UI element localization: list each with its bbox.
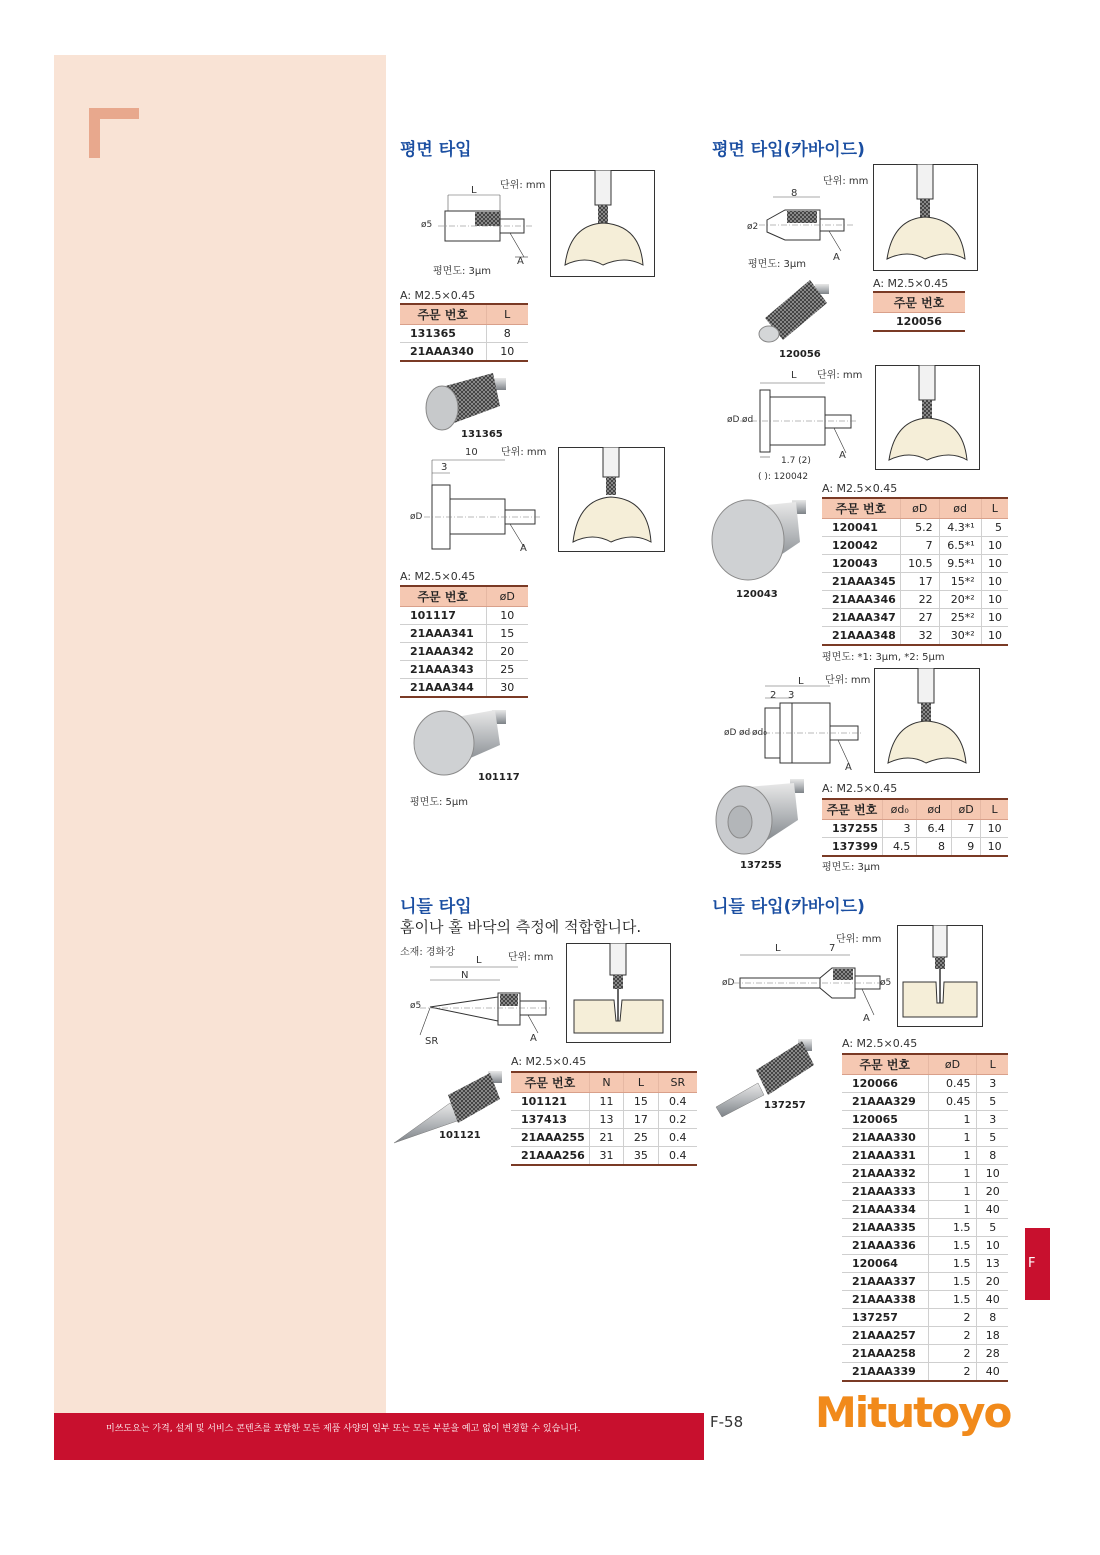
photo-caption: 137255 [740, 860, 782, 871]
table-row: 21AAA340 10 [400, 343, 528, 361]
brand-logo: Mitutoyo [815, 1388, 1011, 1437]
photo-caption: 120043 [736, 589, 778, 600]
flatness-label: 평면도: 5μm [410, 797, 468, 808]
unit-label: 단위: mm [836, 934, 882, 945]
dim-d: øD [410, 512, 423, 522]
col-code: 주문 번호 [400, 304, 486, 325]
table-row: 21AAA256 31 35 0.4 [511, 1147, 697, 1165]
dim-a: A [839, 450, 846, 461]
table-row: 21AAA335 1.5 5 [842, 1219, 1008, 1237]
dim-l: L [775, 943, 781, 954]
dim-phi5: ø5 [880, 978, 892, 988]
needle-type-title: 니들 타입 [400, 897, 472, 917]
flatness-label: 평면도: *1: 3μm, *2: 5μm [822, 652, 945, 663]
table-row: 21AAA329 0.45 5 [842, 1093, 1008, 1111]
flatness-label: 평면도: 3μm [433, 266, 491, 277]
col-d: øD [928, 1054, 977, 1075]
dim-8: 8 [791, 188, 798, 199]
table-row: 21AAA343 25 [400, 661, 528, 679]
needle-carbide-diagram [730, 940, 895, 1030]
unit-label: 단위: mm [817, 370, 863, 381]
dim-d-small: ød [739, 728, 751, 738]
dim-phi2: ø2 [747, 222, 759, 232]
contact-illustration [558, 447, 665, 552]
dim-n: N [461, 970, 469, 981]
flat-carbide-table-b [822, 497, 1008, 646]
dim-a: A [520, 543, 527, 554]
product-photo [712, 775, 807, 860]
flat-table-a [400, 303, 528, 362]
col-l: L [977, 1054, 1008, 1075]
table-row: 21AAA255 21 25 0.4 [511, 1129, 697, 1147]
table-row: 137413 13 17 0.2 [511, 1111, 697, 1129]
table-row: 21AAA258 2 28 [842, 1345, 1008, 1363]
col-l: L [486, 304, 528, 325]
col-code: 주문 번호 [400, 586, 486, 607]
photo-caption: 137257 [764, 1100, 806, 1111]
dim-d-small: ød [742, 415, 754, 425]
needle-description: 홈이나 홀 바닥의 측정에 적합합니다. [400, 918, 642, 936]
thread-label: A: M2.5×0.45 [822, 782, 898, 795]
col-d: øD [486, 586, 528, 607]
dim-phi5: ø5 [410, 1001, 422, 1011]
needle-carbide-table [842, 1053, 1008, 1382]
product-photo [755, 278, 835, 348]
table-row: 120042 7 6.5*¹ 10 [822, 537, 1008, 555]
flat-carbide-diagram-a [745, 185, 870, 255]
flat-diagram-b [410, 455, 545, 555]
footer-bar [54, 1413, 704, 1460]
col-code: 주문 번호 [822, 799, 882, 820]
needle-carbide-title: 니들 타입(카바이드) [712, 897, 865, 917]
contact-illustration [897, 925, 983, 1027]
table-row: 120043 10.5 9.5*¹ 10 [822, 555, 1008, 573]
dim-d0: ød₀ [752, 728, 767, 738]
dim-d: øD [722, 978, 735, 988]
table-row: 21AAA338 1.5 40 [842, 1291, 1008, 1309]
col-l: L [624, 1072, 658, 1093]
table-row: 21AAA336 1.5 10 [842, 1237, 1008, 1255]
dim-l: L [471, 185, 477, 196]
thread-label: A: M2.5×0.45 [511, 1055, 587, 1068]
contact-illustration [873, 164, 978, 271]
dim-a: A [833, 252, 840, 263]
dim-a: A [863, 1013, 870, 1024]
photo-caption: 101117 [478, 772, 520, 783]
table-row: 120056 [873, 313, 965, 331]
dim-17: 1.7 (2) [781, 456, 811, 466]
photo-caption: 101121 [439, 1130, 481, 1141]
product-photo [708, 492, 808, 587]
page-number: F-58 [710, 1413, 744, 1431]
dim-3: 3 [788, 690, 795, 701]
sidebar-band [54, 55, 386, 1415]
flat-table-b [400, 585, 528, 698]
col-d: øD [951, 799, 980, 820]
contact-illustration [566, 943, 671, 1043]
table-row: 101121 11 15 0.4 [511, 1093, 697, 1111]
material-label: 소재: 경화강 [400, 947, 455, 958]
table-row: 21AAA257 2 18 [842, 1327, 1008, 1345]
table-row: 21AAA341 15 [400, 625, 528, 643]
table-row: 21AAA344 30 [400, 679, 528, 697]
flat-carbide-table-a [873, 291, 965, 332]
col-d-small: ød [939, 498, 981, 519]
col-code: 주문 번호 [842, 1054, 928, 1075]
col-code: 주문 번호 [822, 498, 900, 519]
table-row: 21AAA333 1 20 [842, 1183, 1008, 1201]
needle-table [511, 1071, 697, 1166]
col-l: L [981, 799, 1008, 820]
col-d: øD [900, 498, 939, 519]
col-d-small: ød [917, 799, 952, 820]
table-row: 21AAA332 1 10 [842, 1165, 1008, 1183]
dim-3: 3 [441, 462, 448, 473]
table-row: 120041 5.2 4.3*¹ 5 [822, 519, 1008, 537]
contact-illustration [550, 170, 655, 277]
dim-d: øD [727, 415, 740, 425]
dim-10: 10 [465, 447, 478, 458]
thread-label: A: M2.5×0.45 [400, 289, 476, 302]
dim-a: A [845, 762, 852, 773]
table-row: 21AAA337 1.5 20 [842, 1273, 1008, 1291]
dim-a: A [530, 1033, 537, 1044]
dim-d: øD [724, 728, 737, 738]
dim-l: L [791, 370, 797, 381]
flat-carbide-diagram-c [730, 678, 865, 773]
dim-7: 7 [829, 943, 836, 954]
col-d0: ød₀ [882, 799, 917, 820]
dim-sr: SR [425, 1036, 439, 1047]
col-code: 주문 번호 [873, 292, 965, 313]
contact-illustration [874, 668, 980, 773]
dim-2: 2 [770, 690, 777, 701]
contact-illustration [875, 365, 980, 470]
unit-label: 단위: mm [823, 176, 869, 187]
thread-label: A: M2.5×0.45 [822, 482, 898, 495]
table-row: 21AAA331 1 8 [842, 1147, 1008, 1165]
dim-phi5: ø5 [421, 220, 433, 230]
photo-caption: 131365 [461, 429, 503, 440]
flat-type-title: 평면 타입 [400, 140, 472, 160]
table-row: 21AAA346 22 20*² 10 [822, 591, 1008, 609]
table-row: 137257 2 8 [842, 1309, 1008, 1327]
flat-carbide-title: 평면 타입(카바이드) [712, 140, 865, 160]
table-row: 21AAA339 2 40 [842, 1363, 1008, 1381]
table-row: 101117 10 [400, 607, 528, 625]
flatness-label: 평면도: 3μm [748, 259, 806, 270]
table-row: 137399 4.5 8 9 10 [822, 838, 1008, 856]
corner-mark [89, 108, 139, 158]
table-row: 21AAA348 32 30*² 10 [822, 627, 1008, 645]
table-row: 131365 8 [400, 325, 528, 343]
footer-notice: 미쓰도요는 가격, 설계 및 서비스 콘텐츠를 포함한 모든 제품 사양의 일부 또는 모든 부분을 예고 없이 변경할 수 있습니다. [106, 1424, 581, 1434]
table-row: 120065 1 3 [842, 1111, 1008, 1129]
unit-label: 단위: mm [500, 180, 546, 191]
dim-l: L [476, 955, 482, 966]
section-tab: F [1025, 1228, 1050, 1300]
dim-l: L [798, 676, 804, 687]
table-row: 21AAA345 17 15*² 10 [822, 573, 1008, 591]
col-sr: SR [658, 1072, 697, 1093]
table-row: 21AAA330 1 5 [842, 1129, 1008, 1147]
unit-label: 단위: mm [501, 447, 547, 458]
dim-paren: ( ): 120042 [758, 472, 809, 482]
table-row: 21AAA334 1 40 [842, 1201, 1008, 1219]
col-code: 주문 번호 [511, 1072, 589, 1093]
col-n: N [589, 1072, 623, 1093]
table-row: 120064 1.5 13 [842, 1255, 1008, 1273]
table-row: 137255 3 6.4 7 10 [822, 820, 1008, 838]
flatness-label: 평면도: 3μm [822, 862, 880, 873]
product-photo [418, 368, 508, 438]
thread-label: A: M2.5×0.45 [873, 277, 949, 290]
unit-label: 단위: mm [508, 952, 554, 963]
unit-label: 단위: mm [825, 675, 871, 686]
col-l: L [981, 498, 1008, 519]
thread-label: A: M2.5×0.45 [842, 1037, 918, 1050]
table-row: 21AAA342 20 [400, 643, 528, 661]
photo-caption: 120056 [779, 349, 821, 360]
table-row: 21AAA347 27 25*² 10 [822, 609, 1008, 627]
flat-carbide-table-c [822, 798, 1008, 857]
thread-label: A: M2.5×0.45 [400, 570, 476, 583]
table-row: 120066 0.45 3 [842, 1075, 1008, 1093]
dim-a: A [517, 256, 524, 267]
